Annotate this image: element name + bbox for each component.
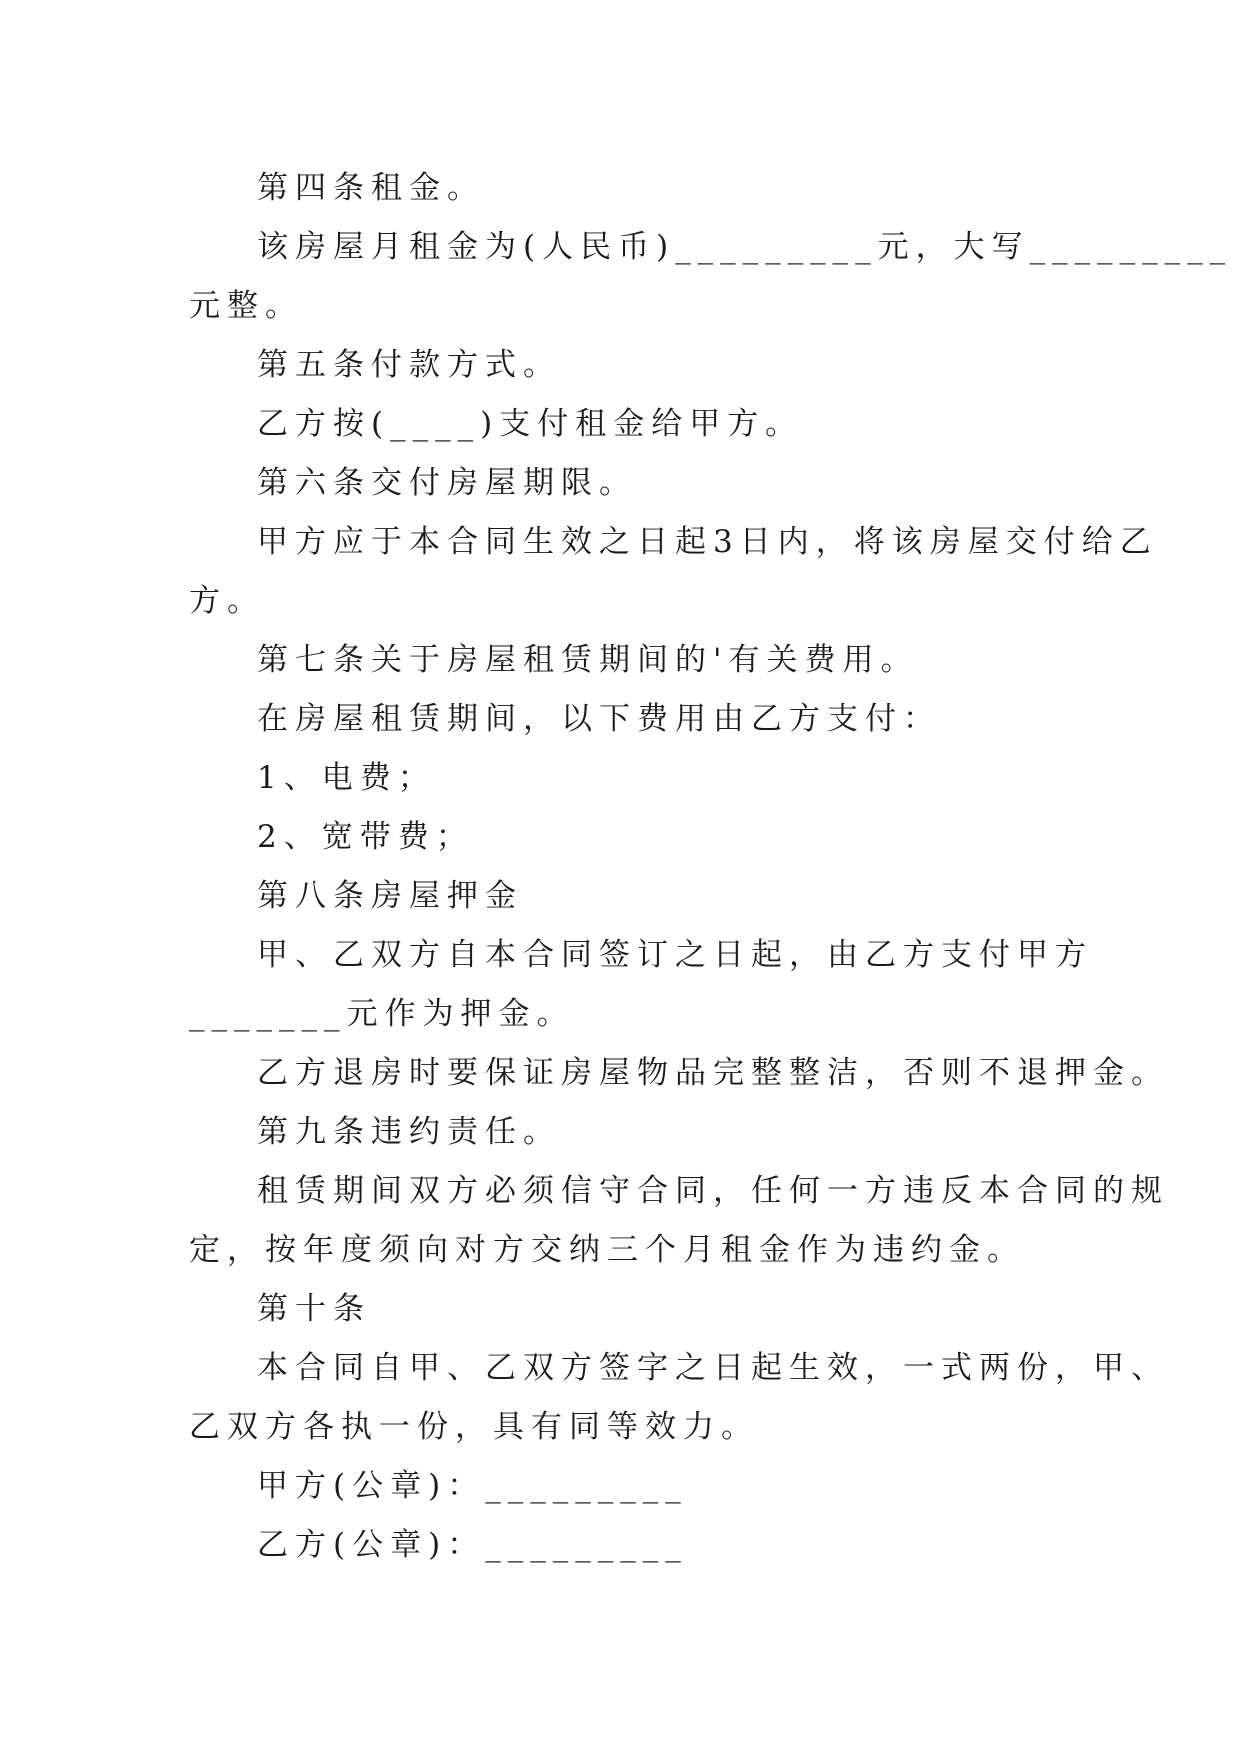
article-10-heading: 第十条 xyxy=(257,1291,371,1327)
delivery-deadline-line: 甲方应于本合同生效之日起3日内，将该房屋交付给乙 xyxy=(257,524,1158,560)
delivery-deadline-line-cont: 方。 xyxy=(189,583,265,619)
fee-item-broadband: 2、宽带费； xyxy=(257,819,474,855)
effective-line-cont: 乙双方各执一份，具有同等效力。 xyxy=(189,1409,759,1445)
breach-line-cont: 定，按年度须向对方交纳三个月租金作为违约金。 xyxy=(189,1232,1025,1268)
breach-line: 租赁期间双方必须信守合同，任何一方违反本合同的规 xyxy=(257,1173,1169,1209)
deposit-line-cont: _______元作为押金。 xyxy=(189,996,575,1032)
fees-intro-line: 在房屋租赁期间，以下费用由乙方支付： xyxy=(257,701,941,737)
article-7-heading: 第七条关于房屋租赁期间的'有关费用。 xyxy=(257,642,919,678)
fee-item-electricity: 1、电费； xyxy=(257,760,436,796)
payment-method-line: 乙方按(____)支付租金给甲方。 xyxy=(257,406,804,442)
deposit-refund-line: 乙方退房时要保证房屋物品完整整洁，否则不退押金。 xyxy=(257,1055,1169,1091)
party-b-signature-line: 乙方(公章)：_________ xyxy=(257,1527,688,1563)
article-6-heading: 第六条交付房屋期限。 xyxy=(257,465,637,501)
effective-line: 本合同自甲、乙双方签字之日起生效，一式两份，甲、 xyxy=(257,1350,1169,1386)
article-4-heading: 第四条租金。 xyxy=(257,170,485,206)
article-9-heading: 第九条违约责任。 xyxy=(257,1114,561,1150)
deposit-line: 甲、乙双方自本合同签订之日起，由乙方支付甲方 xyxy=(257,937,1093,973)
monthly-rent-line: 该房屋月租金为(人民币)_________元，大写_________ xyxy=(257,229,1233,265)
monthly-rent-line-cont: 元整。 xyxy=(189,288,303,324)
article-8-heading: 第八条房屋押金 xyxy=(257,878,523,914)
contract-body xyxy=(189,159,1233,1575)
article-5-heading: 第五条付款方式。 xyxy=(257,347,561,383)
party-a-signature-line: 甲方(公章)：_________ xyxy=(257,1468,688,1504)
